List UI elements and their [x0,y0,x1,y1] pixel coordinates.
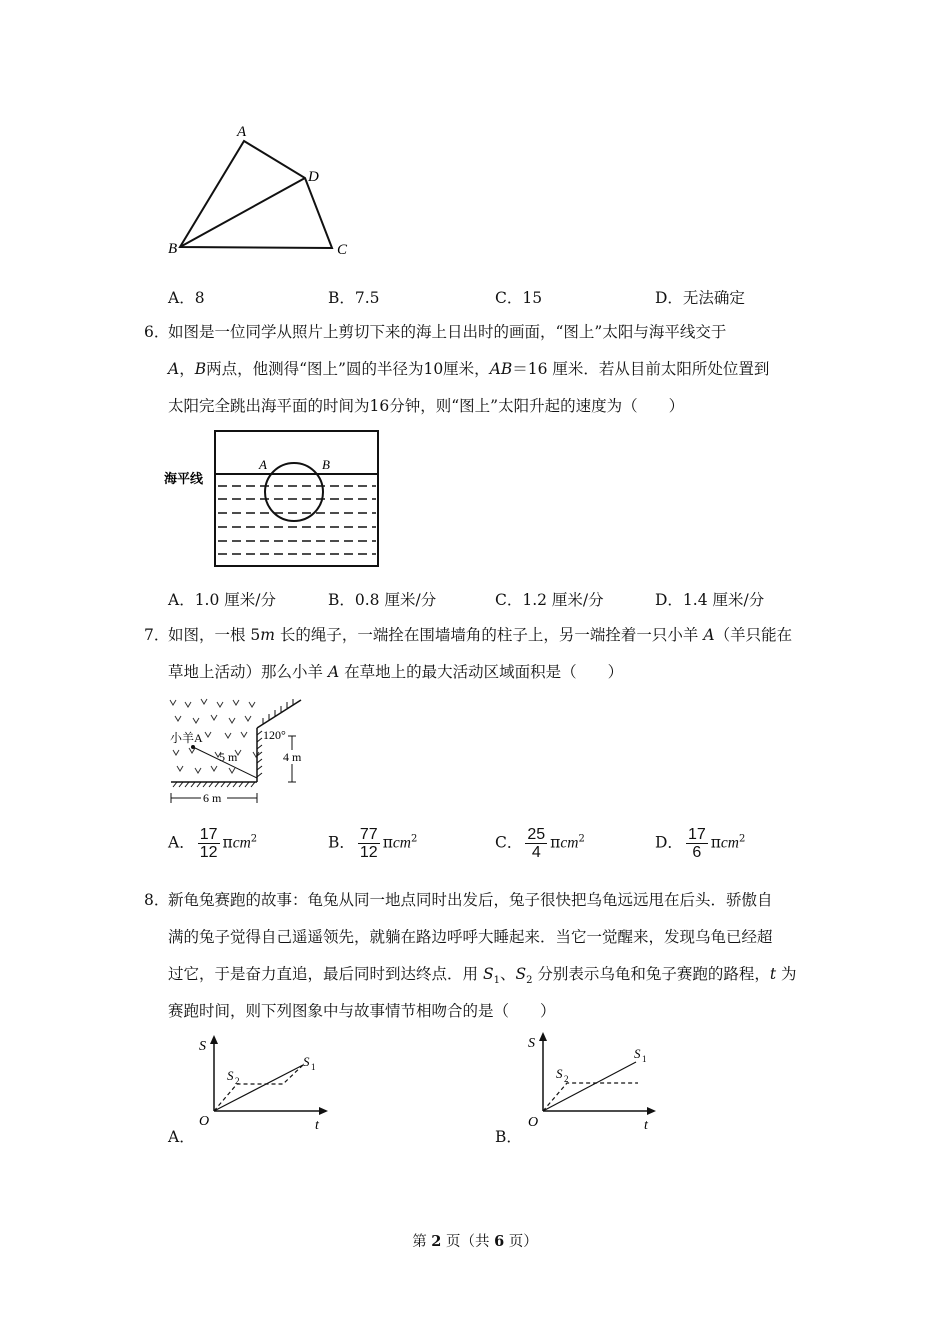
q7-option-b: B． $\frac{77}{12}$ πcm$^2$ [328,826,418,861]
q6-line-1: 如图是一位同学从照片上剪切下来的海上日出时的画面，“图上”太阳与海平线交于 [168,323,727,341]
label-C: C [337,242,348,258]
label-A: A [237,124,247,140]
q7-line-2: 草地上活动）那么小羊 A 在草地上的最大活动区域面积是（ ） [168,663,624,681]
q6-sunrise-figure [162,428,387,573]
svg-text:S: S [634,1046,641,1061]
svg-text:2: 2 [564,1074,569,1084]
height-label: 4 m [283,750,302,764]
label-B: B [168,241,178,257]
label-A: A [259,457,267,472]
q8-option-a: A． [168,1128,195,1146]
angle-label: 120° [263,728,286,742]
q8-number: 8． [144,891,170,909]
q6-number: 6． [144,323,170,341]
rope-label: 5 m [219,750,238,764]
svg-text:S: S [199,1039,206,1054]
q8-line-3: 过它，于是奋力直追，最后同时到达终点．用 $S_1$、$S_2$ 分别表示乌龟和兔子赛跑的路程，t 为 [168,965,797,987]
q6-option-b: B．0.8 厘米/分 [328,591,437,609]
sea-level-label: 海平线 [164,471,204,486]
page-footer: 第 2 页（共 6 页） [412,1233,538,1250]
q5-option-a: A．8 [168,289,205,307]
svg-text:2: 2 [235,1076,240,1086]
q6-line-3: 太阳完全跳出海平面的时间为16分钟，则“图上”太阳升起的速度为（ ） [168,397,685,415]
q8-option-b: B． [495,1128,522,1146]
q8-line-1: 新龟兔赛跑的故事：龟兔从同一地点同时出发后，兔子很快把乌龟远远甩在后头．骄傲自 [168,891,773,909]
svg-text:S: S [528,1036,535,1051]
q6-line-2: A，B两点，他测得“图上”圆的半径为10厘米，AB＝16 厘米．若从目前太阳所处位置到 [168,360,770,378]
q8-line-4: 赛跑时间，则下列图象中与故事情节相吻合的是（ ） [168,1002,556,1020]
svg-text:S: S [556,1066,563,1081]
width-label: 6 m [203,791,222,805]
svg-text:S: S [303,1054,310,1069]
svg-text:t: t [644,1118,648,1133]
q8-graph-b [523,1027,663,1135]
sheep-label: 小羊A [170,731,203,745]
label-B: B [322,457,330,472]
svg-text:S: S [227,1068,234,1083]
q5-quadrilateral-figure [165,120,360,260]
q5-option-c: C．15 [495,289,543,307]
label-D: D [308,169,319,185]
svg-text:1: 1 [311,1062,316,1072]
q8-graph-a [195,1030,335,1135]
q6-option-c: C．1.2 厘米/分 [495,591,604,609]
q5-option-b: B．7.5 [328,289,380,307]
q6-option-a: A．1.0 厘米/分 [168,591,276,609]
q8-line-2: 满的兔子觉得自己遥遥领先，就躺在路边呼呼大睡起来．当它一觉醒来，发现乌龟已经超 [168,928,773,946]
svg-text:O: O [199,1114,210,1129]
q7-option-c: C． $\frac{25}{4}$ πcm$^2$ [495,826,585,861]
svg-text:1: 1 [642,1054,647,1064]
q6-option-d: D．1.4 厘米/分 [655,591,765,609]
q7-number: 7． [144,626,170,644]
q7-line-1: 如图，一根 5m 长的绳子，一端拴在围墙墙角的柱子上，另一端拴着一只小羊 A（羊只能在 [168,626,793,644]
q7-sheep-figure [165,690,310,810]
q7-option-d: D． $\frac{17}{6}$ πcm$^2$ [655,826,746,861]
svg-text:t: t [315,1118,319,1133]
q5-option-d: D．无法确定 [655,289,745,307]
svg-text:O: O [528,1115,539,1130]
q7-option-a: A． $\frac{17}{12}$ πcm$^2$ [168,826,258,861]
s2-line [543,1083,638,1111]
